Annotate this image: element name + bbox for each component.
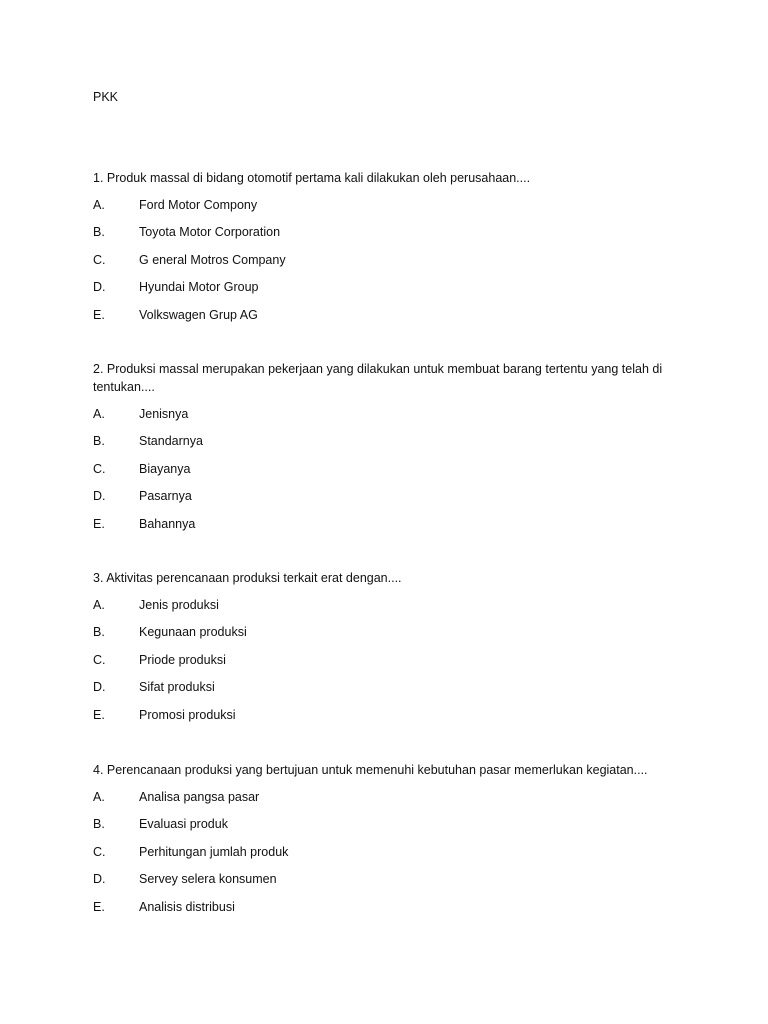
option-e: [93, 706, 683, 733]
option-d: [93, 487, 683, 514]
option-text: Priode produksi: [139, 652, 226, 667]
option-a: [93, 596, 683, 623]
question-text: 1. Produk massal di bidang otomotif pertama kali dilakukan oleh perusahaan....: [93, 171, 531, 185]
option-letter: C.: [93, 844, 106, 859]
option-b: [93, 223, 683, 250]
question-text: 3. Aktivitas perencanaan produksi terkait erat dengan....: [93, 571, 402, 585]
option-text: Jenis produksi: [139, 598, 219, 612]
option-letter: A.: [93, 598, 105, 612]
option-letter: A.: [93, 407, 105, 421]
option-letter: B.: [93, 817, 105, 832]
option-text: G eneral Motros Company: [139, 252, 286, 267]
option-b: [93, 623, 683, 650]
option-letter: B.: [93, 225, 105, 240]
document-title: PKK: [93, 90, 119, 104]
option-letter: D.: [93, 872, 106, 887]
option-a: [93, 196, 683, 223]
option-e: [93, 306, 683, 333]
option-letter: C.: [93, 252, 106, 267]
option-e: [93, 515, 683, 542]
question-text: 4. Perencanaan produksi yang bertujuan untuk memenuhi kebutuhan pasar memerlukan kegiatan....: [93, 763, 648, 777]
question-2: [93, 360, 683, 542]
option-text: Analisa pangsa pasar: [139, 790, 260, 804]
option-text: Analisis distribusi: [139, 899, 235, 914]
question-4: [93, 761, 683, 925]
option-b: [93, 815, 683, 842]
option-letter: D.: [93, 680, 106, 695]
question-1: [93, 169, 683, 333]
option-text: Promosi produksi: [139, 707, 236, 722]
option-letter: D.: [93, 280, 106, 295]
option-c: [93, 843, 683, 870]
option-text: Bahannya: [139, 516, 196, 531]
option-letter: B.: [93, 625, 105, 640]
option-text: Servey selera konsumen: [139, 872, 277, 887]
option-text: Hyundai Motor Group: [139, 280, 259, 295]
option-text: Perhitungan jumlah produk: [139, 844, 289, 859]
option-text: Jenisnya: [139, 407, 189, 421]
option-b: [93, 432, 683, 459]
option-e: [93, 898, 683, 925]
option-d: [93, 278, 683, 305]
option-text: Biayanya: [139, 461, 191, 476]
option-a: [93, 788, 683, 815]
option-text: Evaluasi produk: [139, 817, 228, 832]
option-letter: E.: [93, 707, 105, 722]
option-text: Volkswagen Grup AG: [139, 307, 258, 322]
option-text: Standarnya: [139, 434, 203, 449]
option-text: Toyota Motor Corporation: [139, 225, 281, 240]
option-letter: B.: [93, 434, 105, 449]
option-a: [93, 405, 683, 432]
option-letter: E.: [93, 516, 105, 531]
option-letter: D.: [93, 489, 106, 504]
option-letter: C.: [93, 461, 106, 476]
option-letter: A.: [93, 198, 105, 212]
option-c: [93, 460, 683, 487]
option-d: [93, 678, 683, 705]
option-letter: E.: [93, 899, 105, 914]
option-letter: E.: [93, 307, 105, 322]
option-text: Kegunaan produksi: [139, 625, 247, 640]
option-c: [93, 251, 683, 278]
option-text: Pasarnya: [139, 489, 192, 504]
question-text: 2. Produksi massal merupakan pekerjaan yang dilakukan untuk membuat barang tertentu yang telah di tentukan....: [93, 362, 663, 394]
question-3: [93, 569, 683, 733]
option-text: Ford Motor Compony: [139, 198, 258, 212]
option-letter: A.: [93, 790, 105, 804]
option-letter: C.: [93, 652, 106, 667]
option-d: [93, 870, 683, 897]
option-c: [93, 651, 683, 678]
option-text: Sifat produksi: [139, 680, 215, 695]
